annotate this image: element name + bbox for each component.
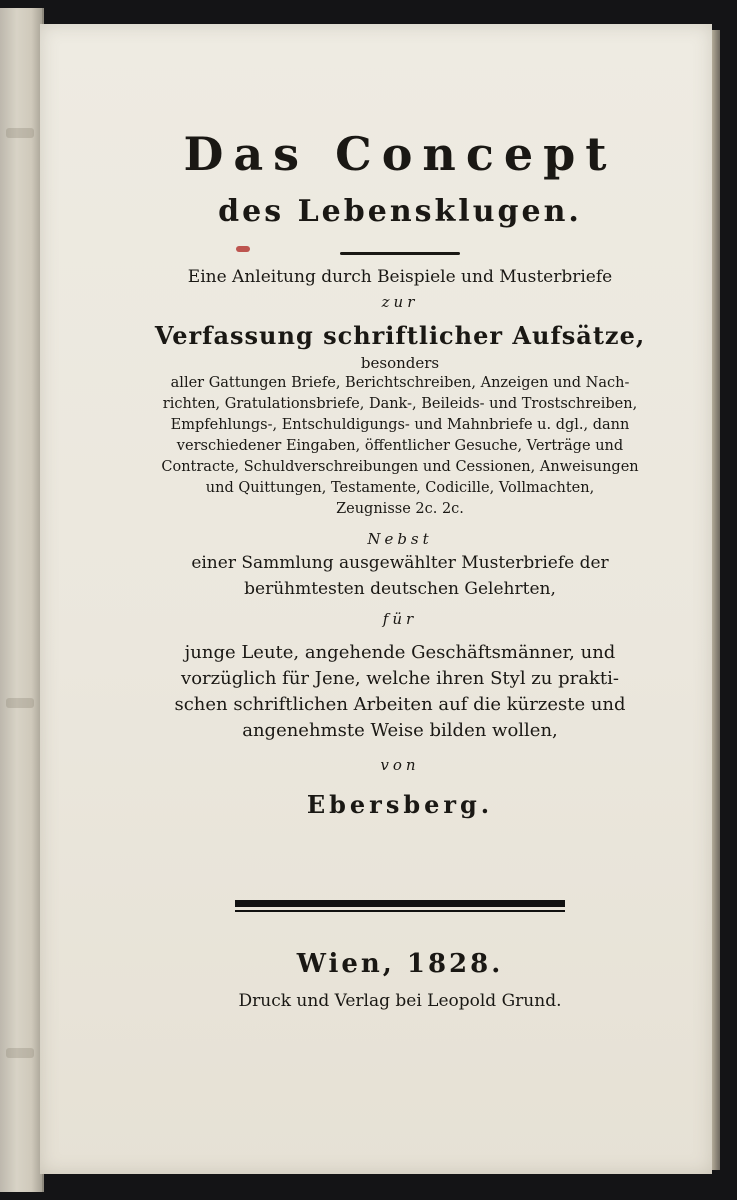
audience-paragraph — [115, 640, 685, 744]
book-subtitle: des Lebensklugen. — [218, 194, 582, 229]
spine-wear-mark — [6, 1048, 34, 1058]
body-line: aller Gattungen Briefe, Berichtschreiben, Anzeigen und Nach- — [170, 375, 630, 391]
audience-line: vorzüglich für Jene, welche ihren Styl zu prakti- — [181, 668, 619, 689]
collection-line: einer Sammlung ausgewählter Musterbriefe der — [191, 553, 609, 573]
place-year: Wien, 1828. — [296, 949, 504, 979]
body-line: Zeugnisse 2c. 2c. — [336, 501, 464, 517]
title-page-text — [100, 114, 700, 1014]
book-spine — [0, 8, 44, 1192]
publisher-line: Druck und Verlag bei Leopold Grund. — [238, 991, 562, 1011]
von-line: von — [380, 756, 420, 774]
decorative-rule — [340, 252, 460, 255]
double-rule — [235, 900, 565, 912]
thin-rule — [235, 910, 565, 912]
spine-wear-mark — [6, 128, 34, 138]
audience-line: schen schriftlichen Arbeiten auf die kürzeste und — [174, 694, 626, 715]
audience-line: junge Leute, angehende Geschäftsmänner, und — [184, 642, 616, 663]
body-line: und Quittungen, Testamente, Codicille, Vollmachten, — [205, 480, 595, 496]
nebst-line: Nebst — [367, 530, 433, 548]
thick-rule — [235, 900, 565, 907]
besonders-line: besonders — [360, 354, 440, 372]
body-line: Contracte, Schuldverschreibungen und Cessionen, Anweisungen — [161, 459, 639, 475]
book-title: Das Concept — [183, 127, 617, 181]
zur-line: zur — [381, 293, 419, 311]
section-heading: Verfassung schriftlicher Aufsätze, — [154, 321, 646, 350]
intro-line: Eine Anleitung durch Beispiele und Musterbriefe — [187, 267, 613, 287]
title-page — [40, 24, 712, 1174]
author-name: Ebersberg. — [306, 790, 494, 819]
audience-line: angenehmste Weise bilden wollen, — [242, 720, 558, 741]
spine-wear-mark — [6, 698, 34, 708]
body-line: Empfehlungs-, Entschuldigungs- und Mahnbriefe u. dgl., dann — [170, 417, 630, 433]
body-line: richten, Gratulationsbriefe, Dank-, Beileids- und Trostschreiben, — [162, 396, 638, 412]
collection-line: berühmtesten deutschen Gelehrten, — [244, 579, 556, 599]
body-paragraph — [120, 373, 680, 520]
body-line: verschiedener Eingaben, öffentlicher Gesuche, Verträge und — [176, 438, 624, 454]
page-edge — [712, 30, 720, 1170]
fuer-line: für — [382, 610, 418, 628]
